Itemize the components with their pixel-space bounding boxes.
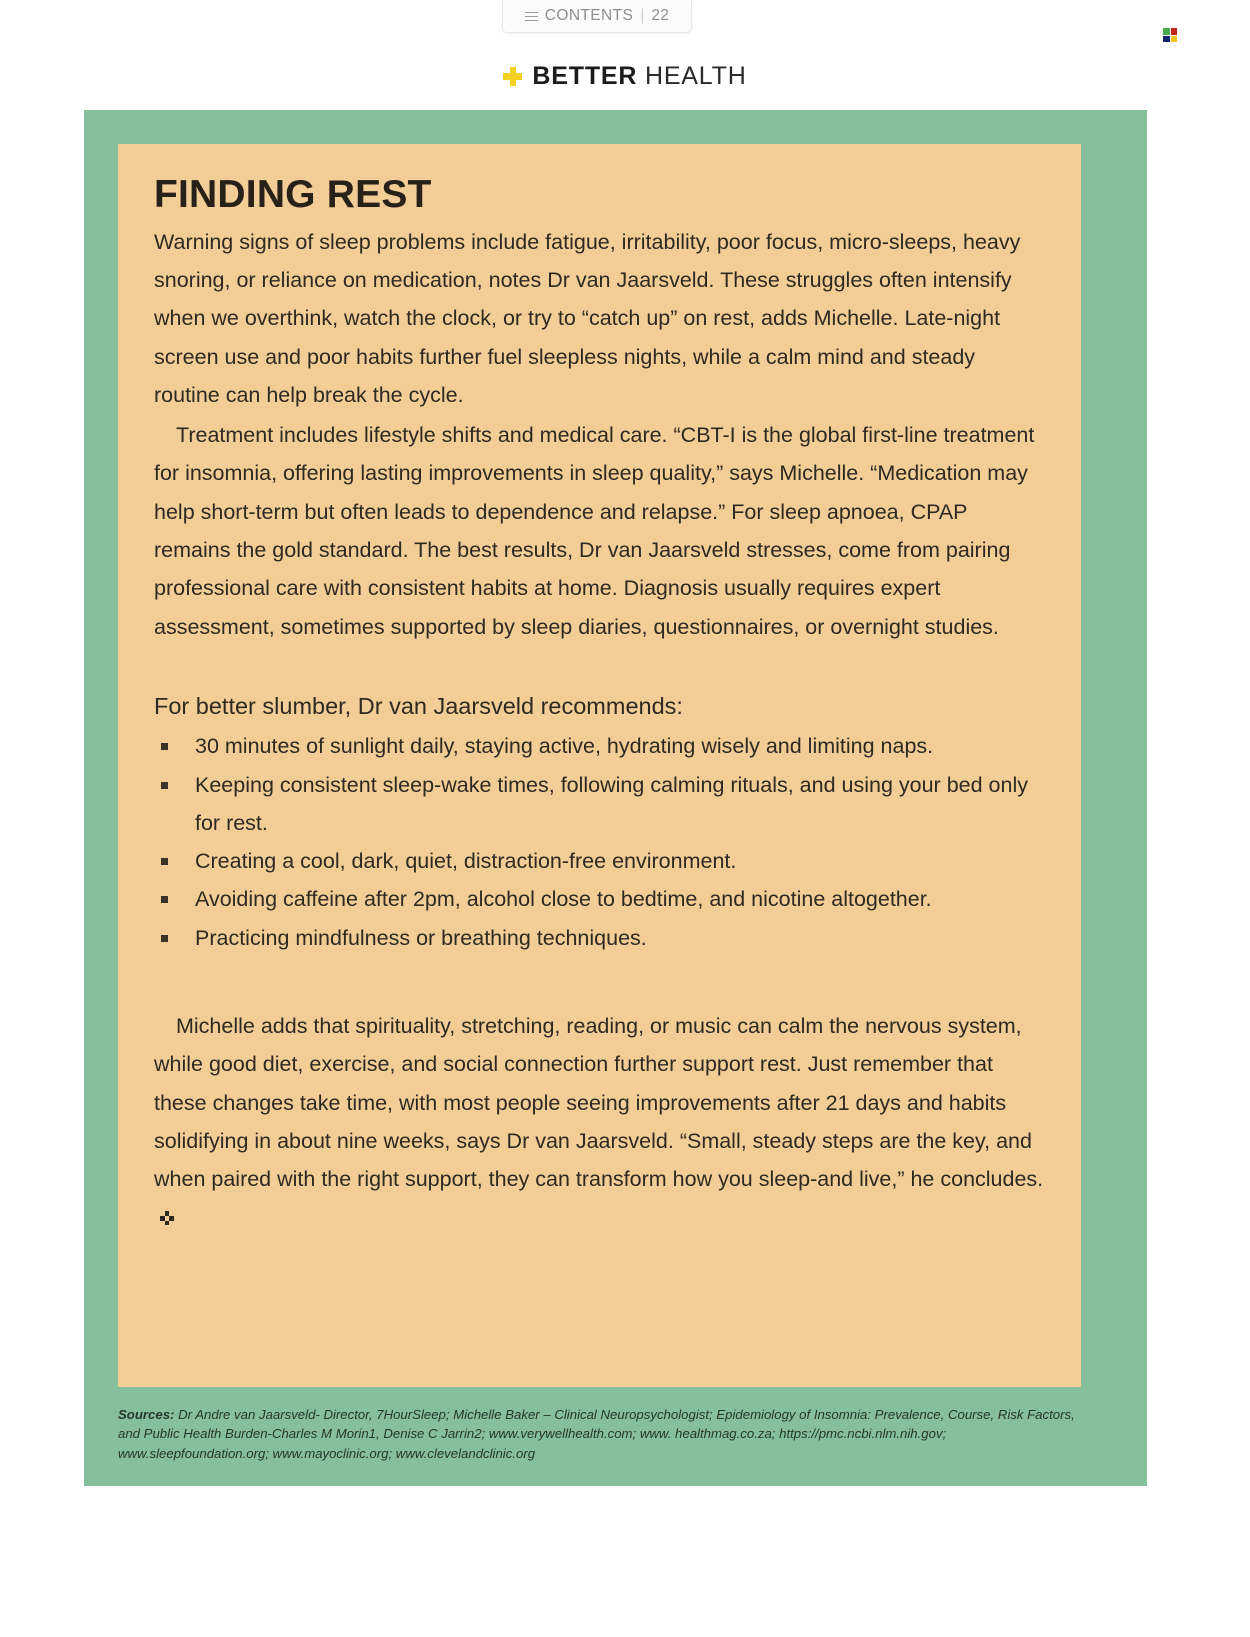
bullet-square-icon xyxy=(161,743,168,750)
masthead-title-light: HEALTH xyxy=(637,62,747,90)
list-item xyxy=(154,919,1045,957)
masthead xyxy=(0,62,1250,91)
closing-paragraph xyxy=(154,1007,1045,1237)
medical-cross-icon xyxy=(503,67,522,86)
list-item-label: Keeping consistent sleep-wake times, following calming rituals, and using your bed only for rest. xyxy=(195,772,1028,835)
square-green xyxy=(1163,28,1170,35)
list-item xyxy=(154,766,1045,843)
tips-heading: For better slumber, Dr van Jaarsveld recommends: xyxy=(154,692,683,719)
article-card xyxy=(118,144,1081,1387)
bullet-square-icon xyxy=(161,782,168,789)
contents-pill[interactable] xyxy=(502,0,692,33)
article-end-ornament-icon xyxy=(160,1211,174,1225)
list-item xyxy=(154,727,1045,765)
article-paragraph-1: Warning signs of sleep problems include fatigue, irritability, poor focus, micro-sleeps, heavy snoring, or reliance on medication, notes Dr van Jaarsveld. These struggles often intensify when we overthink, watch the clock, or try to “catch up” on rest, adds Michelle. Late-night screen use and poor habits further fuel sleepless nights, while a calm mind and steady routine can help break the cycle. xyxy=(154,229,1021,407)
page-number: 22 xyxy=(651,7,670,24)
sources-block xyxy=(118,1405,1093,1463)
closing-paragraph-text: Michelle adds that spirituality, stretching, reading, or music can calm the nervous system, while good diet, exercise, and social connection further support rest. Just remember that these changes take time, with most people seeing improvements after 21 days and habits solidifying in about nine weeks, says Dr van Jaarsveld. “Small, steady steps are the key, and when paired with the right support, they can transform how you sleep-and live,” he concludes. xyxy=(154,1014,1044,1192)
list-item-label: 30 minutes of sunlight daily, staying active, hydrating wisely and limiting naps. xyxy=(195,734,934,759)
bullet-square-icon xyxy=(161,896,168,903)
hamburger-icon[interactable] xyxy=(525,11,538,22)
contents-separator: | xyxy=(640,7,645,24)
bullet-square-icon xyxy=(161,935,168,942)
list-item-label: Creating a cool, dark, quiet, distraction-free environment. xyxy=(195,849,737,874)
list-item xyxy=(154,842,1045,880)
page-frame xyxy=(84,110,1147,1486)
article-paragraph-2: Treatment includes lifestyle shifts and medical care. “CBT-I is the global first-line treatment for insomnia, offering lasting improvements in sleep quality,” says Michelle. “Medication may help short-term but often leads to dependence and relapse.” For sleep apnoea, CPAP remains the gold standard. The best results, Dr van Jaarsveld stresses, come from pairing professional care with consistent habits at home. Diagnosis usually requires expert assessment, sometimes supported by sleep diaries, questionnaires, or overnight studies. xyxy=(154,423,1035,639)
page-title: FINDING REST xyxy=(154,173,432,216)
square-red xyxy=(1171,28,1178,35)
masthead-title xyxy=(532,62,746,91)
sources-text: Dr Andre van Jaarsveld- Director, 7HourSleep; Michelle Baker – Clinical Neuropsychologist; Epidemiology of Insomnia: Prevalence, Course, Risk Factors, and Public Health Burden-Charles M Morin1, Denise C Jarrin2; www.verywellhealth.com; www. healthmag.co.za; https://pmc.ncbi.nlm.nih.gov; www.sleepfoundation.org; www.mayoclinic.org; www.clevelandclinic.org xyxy=(118,1407,1075,1461)
four-color-square-icon[interactable] xyxy=(1163,28,1177,42)
square-blue xyxy=(1163,36,1170,43)
list-item-label: Practicing mindfulness or breathing techniques. xyxy=(195,925,647,950)
masthead-title-bold: BETTER xyxy=(532,62,638,90)
sources-label: Sources: xyxy=(118,1407,175,1422)
list-item xyxy=(154,880,1045,918)
square-yellow xyxy=(1171,36,1178,43)
bullet-square-icon xyxy=(161,858,168,865)
list-item-label: Avoiding caffeine after 2pm, alcohol close to bedtime, and nicotine altogether. xyxy=(195,887,932,912)
tips-list xyxy=(154,727,1045,957)
contents-label: CONTENTS xyxy=(544,7,634,24)
